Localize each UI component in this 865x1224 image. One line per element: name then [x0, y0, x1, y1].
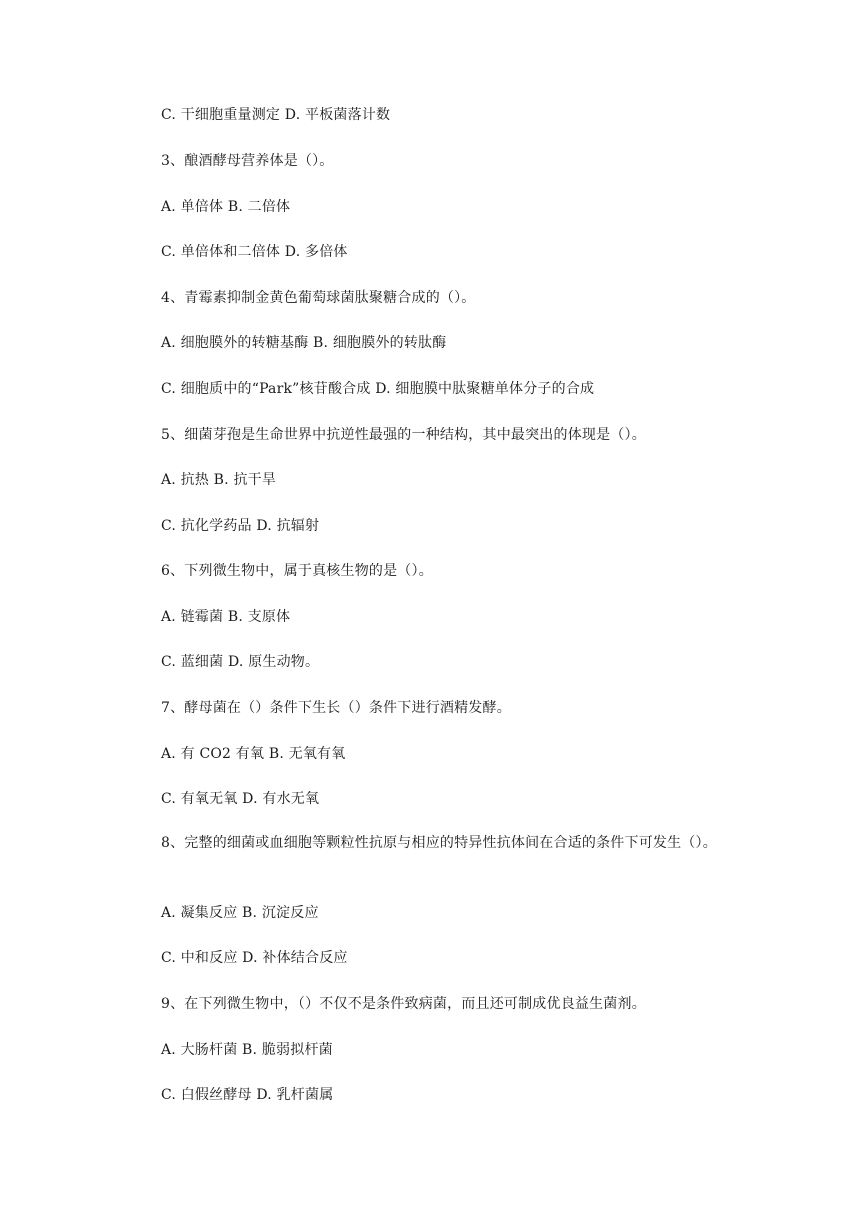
- option-line-q7-cd: C. 有氧无氧 D. 有水无氧: [161, 791, 320, 807]
- question-6: 6、下列微生物中，属于真核生物的是（）。: [161, 563, 433, 579]
- question-5: 5、细菌芽孢是生命世界中抗逆性最强的一种结构，其中最突出的体现是（）。: [161, 427, 646, 443]
- question-9: 9、在下列微生物中，（）不仅不是条件致病菌，而且还可制成优良益生菌剂。: [161, 996, 646, 1012]
- option-line-q3-cd: C. 单倍体和二倍体 D. 多倍体: [161, 244, 348, 260]
- option-line-q5-cd: C. 抗化学药品 D. 抗辐射: [161, 518, 320, 534]
- option-line-q4-ab: A. 细胞膜外的转糖基酶 B. 细胞膜外的转肽酶: [161, 335, 447, 351]
- question-3: 3、酿酒酵母营养体是（）。: [161, 153, 334, 169]
- option-line-q9-ab: A. 大肠杆菌 B. 脆弱拟杆菌: [161, 1042, 333, 1058]
- option-line-q9-cd: C. 白假丝酵母 D. 乳杆菌属: [161, 1087, 334, 1103]
- option-line-q8-cd: C. 中和反应 D. 补体结合反应: [161, 950, 348, 966]
- question-8: 8、完整的细菌或血细胞等颗粒性抗原与相应的特异性抗体间在合适的条件下可发生（）。: [161, 835, 717, 851]
- option-line-q6-cd: C. 蓝细菌 D. 原生动物。: [161, 654, 320, 670]
- option-line-q2-cd: C. 干细胞重量测定 D. 平板菌落计数: [161, 107, 391, 123]
- option-line-q4-cd: C. 细胞质中的“Park”核苷酸合成 D. 细胞膜中肽聚糖单体分子的合成: [161, 381, 595, 397]
- option-line-q6-ab: A. 链霉菌 B. 支原体: [161, 609, 291, 625]
- option-line-q8-ab: A. 凝集反应 B. 沉淀反应: [161, 905, 319, 921]
- option-line-q5-ab: A. 抗热 B. 抗干旱: [161, 472, 277, 488]
- option-line-q3-ab: A. 单倍体 B. 二倍体: [161, 199, 291, 215]
- option-line-q7-ab: A. 有 CO2 有氧 B. 无氧有氧: [161, 746, 346, 762]
- question-4: 4、青霉素抑制金黄色葡萄球菌肽聚糖合成的（）。: [161, 290, 476, 306]
- question-7: 7、酵母菌在（）条件下生长（）条件下进行酒精发酵。: [161, 700, 511, 716]
